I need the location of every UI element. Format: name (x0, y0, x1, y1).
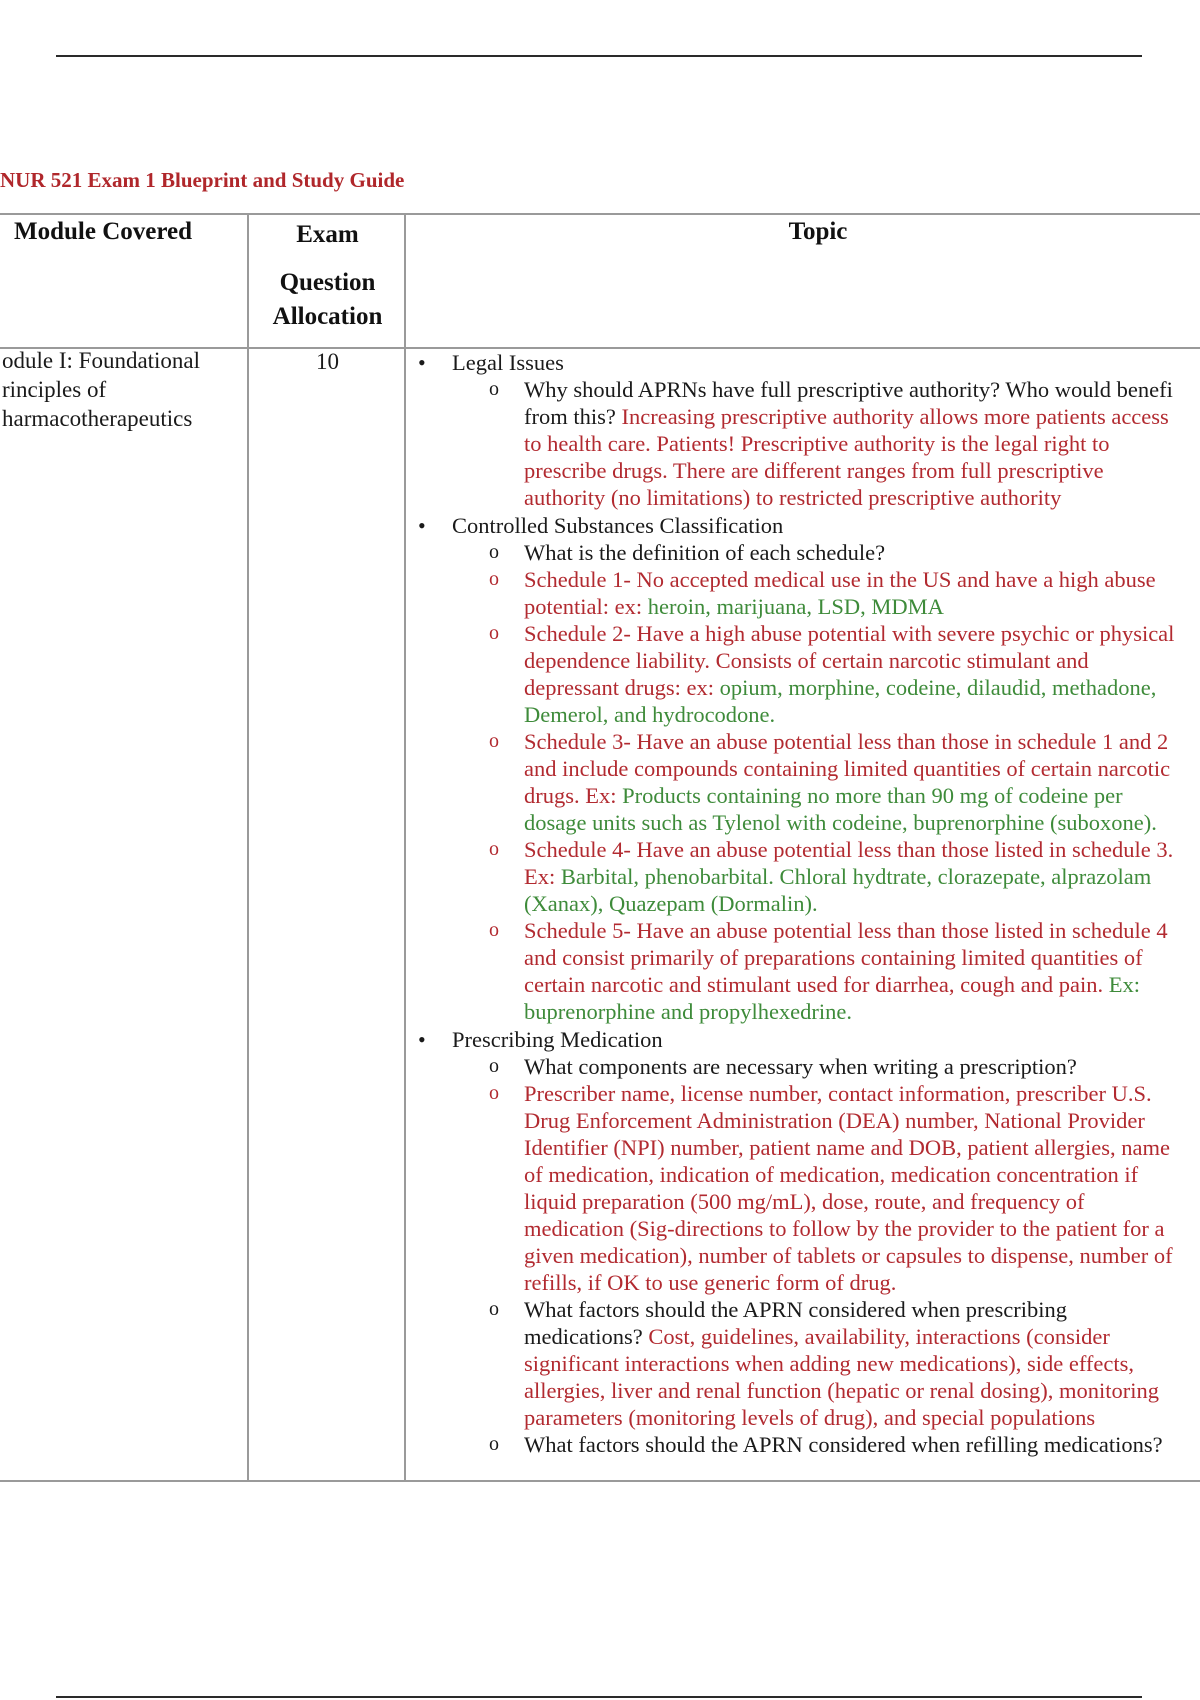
circle-bullet-icon: o (489, 1055, 499, 1077)
schedule5-ex-label: Ex: (1108, 972, 1141, 997)
prescribing-q2-question: medications? (524, 1324, 649, 1349)
prescribing-a1-line6: medication (Sig-directions to follow by the provider to the patient for a (524, 1216, 1165, 1241)
header-exam-line3: Allocation (272, 303, 383, 330)
schedule5-line2: and consist primarily of preparations containing limited quantities of (524, 945, 1143, 970)
circle-bullet-icon: o (489, 919, 499, 941)
top-rule (56, 55, 1142, 57)
prescribing-q2-line3: significant interactions when adding new medications), side effects, (524, 1351, 1135, 1376)
schedule2-line2: dependence liability. Consists of certain narcotic stimulant and (524, 648, 1089, 673)
schedule4-line1: Schedule 4- Have an abuse potential less than those listed in schedule 3. (524, 837, 1174, 862)
prescribing-q3: What factors should the APRN considered when refilling medications? (524, 1432, 1163, 1457)
legal-answer-line4: prescribe drugs. There are different ranges from full prescriptive (524, 458, 1104, 483)
circle-bullet-icon: o (489, 541, 499, 563)
table-top-border (0, 213, 1200, 215)
prescribing-q2-line4: allergies, liver and renal function (hepatic or renal dosing), monitoring (524, 1378, 1160, 1403)
bullet-icon: • (418, 513, 426, 538)
controlled-question: What is the definition of each schedule? (524, 540, 886, 565)
legal-q1-line2-question: from this? (524, 404, 622, 429)
schedule1-line2 (524, 594, 944, 620)
bullet-icon: • (418, 350, 426, 375)
schedule4-line3: (Xanax), Quazepam (Dormalin). (524, 891, 818, 916)
schedule1-examples: heroin, marijuana, LSD, MDMA (647, 594, 944, 619)
circle-bullet-icon: o (489, 1082, 499, 1104)
prescribing-a1-line1: Prescriber name, license number, contact information, prescriber U.S. (524, 1081, 1152, 1106)
question-allocation-value: 10 (316, 349, 339, 374)
schedule5-line1: Schedule 5- Have an abuse potential less than those listed in schedule 4 (524, 918, 1168, 943)
circle-bullet-icon: o (489, 378, 499, 400)
topic-heading-prescribing: Prescribing Medication (452, 1027, 663, 1052)
bullet-icon: • (418, 1027, 426, 1052)
header-exam-question-allocation (250, 218, 405, 334)
schedule5-line3 (524, 972, 1140, 998)
bottom-rule (56, 1696, 1142, 1698)
circle-bullet-icon: o (489, 838, 499, 860)
prescribing-q2-answer: Cost, guidelines, availability, interactions (consider (648, 1324, 1110, 1349)
prescribing-q2-line1: What factors should the APRN considered when prescribing (524, 1297, 1067, 1322)
legal-answer-line5: authority (no limitations) to restricted prescriptive authority (524, 485, 1062, 510)
prescribing-a1-line3: Identifier (NPI) number, patient name and DOB, patient allergies, name (524, 1135, 1170, 1160)
legal-q1-line2-answer: Increasing prescriptive authority allows more patients access (621, 404, 1169, 429)
schedule4-examples: Barbital, phenobarbital. Chloral hydtrate, clorazepate, alprazolam (560, 864, 1152, 889)
schedule1-prefix: potential: ex: (524, 594, 648, 619)
schedule2-prefix: depressant drugs: ex: (524, 675, 720, 700)
prescribing-a1-line2: Drug Enforcement Administration (DEA) number, National Provider (524, 1108, 1145, 1133)
schedule3-line3 (524, 783, 1123, 809)
prescribing-a1-line8: refills, if OK to use generic form of drug. (524, 1270, 897, 1295)
circle-bullet-icon: o (489, 622, 499, 644)
column-divider-2 (404, 213, 406, 1481)
prescribing-a1-line4: of medication, indication of medication, medication concentration if (524, 1162, 1139, 1187)
schedule4-prefix: Ex: (524, 864, 561, 889)
schedule5-line4: buprenorphine and propylhexedrine. (524, 999, 853, 1024)
module-name: odule I: Foundational rinciples of harmacotherapeutics (2, 348, 201, 431)
schedule2-line4: Demerol, and hydrocodone. (524, 702, 776, 727)
legal-answer-line3: to health care. Patients! Prescriptive authority is the legal right to (524, 431, 1110, 456)
prescribing-q2-line2 (524, 1324, 1110, 1350)
schedule5-description: certain narcotic and stimulant used for diarrhea, cough and pain. (524, 972, 1109, 997)
schedule3-line4: dosage units such as Tylenol with codeine, buprenorphine (suboxone). (524, 810, 1157, 835)
prescribing-q2-line5: parameters (monitoring levels of drug), and special populations (524, 1405, 1096, 1430)
prescribing-a1-line7: given medication), number of tablets or capsules to dispense, number of (524, 1243, 1173, 1268)
circle-bullet-icon: o (489, 1433, 499, 1455)
header-exam-line2: Question (279, 269, 376, 296)
circle-bullet-icon: o (489, 1298, 499, 1320)
schedule3-examples: Products containing no more than 90 mg of codeine per (622, 783, 1123, 808)
schedule3-line1: Schedule 3- Have an abuse potential less than those in schedule 1 and 2 (524, 729, 1169, 754)
prescribing-q1: What components are necessary when writing a prescription? (524, 1054, 1077, 1079)
circle-bullet-icon: o (489, 730, 499, 752)
header-topic: Topic (788, 218, 848, 245)
legal-q1-line1: Why should APRNs have full prescriptive authority? Who would benefi (524, 377, 1173, 402)
schedule4-line2 (524, 864, 1151, 890)
prescribing-a1-line5: liquid preparation (500 mg/mL), dose, route, and frequency of (524, 1189, 1085, 1214)
topic-heading-legal: Legal Issues (452, 350, 564, 375)
header-exam-line1: Exam (296, 221, 359, 248)
schedule2-examples: opium, morphine, codeine, dilaudid, methadone, (719, 675, 1157, 700)
schedule2-line1: Schedule 2- Have a high abuse potential with severe psychic or physical (524, 621, 1175, 646)
schedule3-line2: and include compounds containing limited quantities of certain narcotic (524, 756, 1171, 781)
table-bottom-border (0, 1480, 1200, 1482)
legal-q1-line2 (524, 404, 1169, 430)
header-module-covered: Module Covered (14, 218, 192, 245)
schedule2-line3 (524, 675, 1156, 701)
topic-heading-controlled-substances: Controlled Substances Classification (452, 513, 784, 538)
schedule1-line1: Schedule 1- No accepted medical use in the US and have a high abuse (524, 567, 1156, 592)
schedule3-prefix: drugs. Ex: (524, 783, 623, 808)
document-title: NUR 521 Exam 1 Blueprint and Study Guide (0, 168, 405, 192)
circle-bullet-icon: o (489, 568, 499, 590)
